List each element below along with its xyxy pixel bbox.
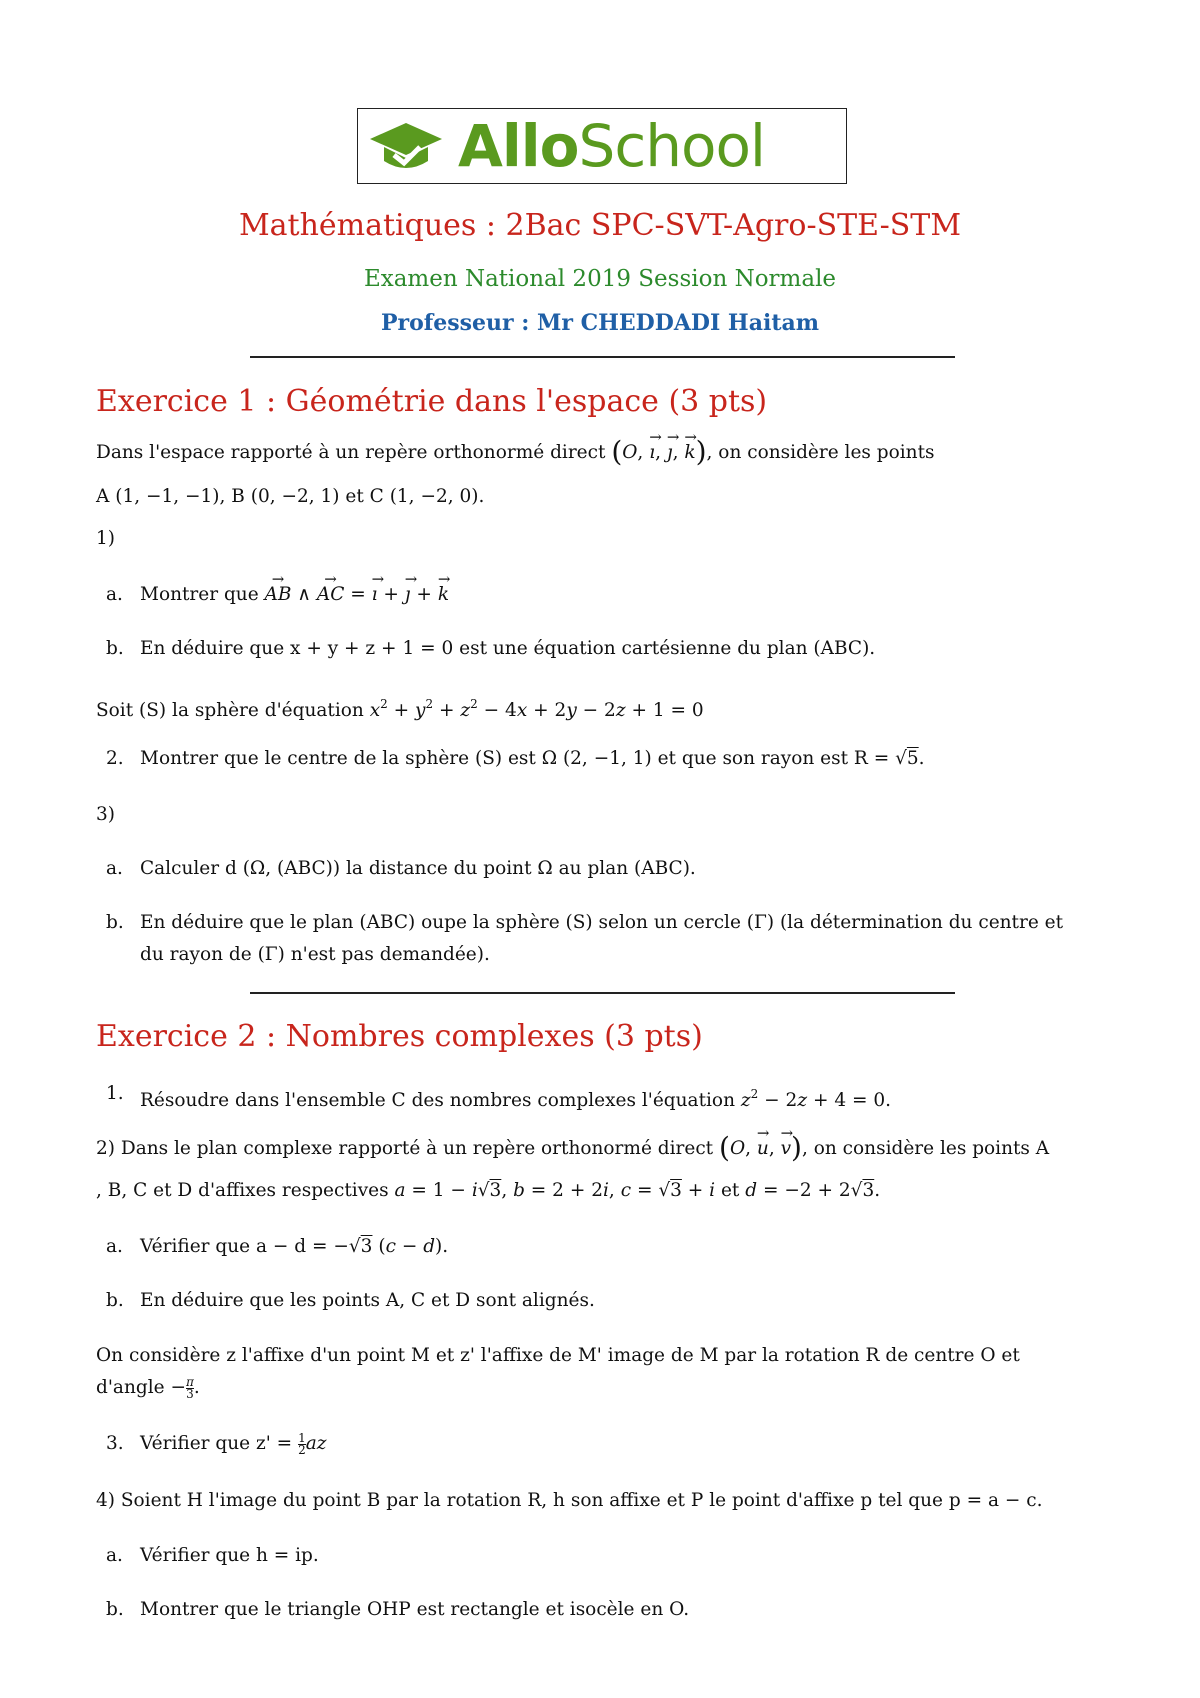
- ex2-rotation-line1: On considère z l'affixe d'un point M et z' l'affixe de M' image de M par la rotation R de centre O et: [96, 1345, 1020, 1366]
- ex1-sphere-equation: Soit (S) la sphère d'équation $x^2 + y^2 + z^2 - 4x + 2y - 2z + 1 = 0$: [96, 697, 704, 721]
- exercise-2-title: Exercice 2 : Nombres complexes (3 pts): [96, 1019, 703, 1054]
- ex1-q3b-marker: b.: [106, 912, 124, 933]
- ex2-q4a: Vérifier que h = ip.: [140, 1545, 319, 1566]
- ex2-q4b: Montrer que le triangle OHP est rectangle et isocèle en O.: [140, 1599, 690, 1620]
- ex2-q2b-marker: b.: [106, 1290, 124, 1311]
- ex2-q4a-marker: a.: [106, 1545, 123, 1566]
- ex2-q2b: En déduire que les points A, C et D sont alignés.: [140, 1290, 595, 1311]
- ex1-points: A (1, −1, −1), B (0, −2, 1) et C (1, −2, 0).: [96, 486, 485, 507]
- document-title: Mathématiques : 2Bac SPC-SVT-Agro-STE-STM: [238, 208, 962, 243]
- ex1-q3b-line2: du rayon de (Γ) n'est pas demandée).: [140, 944, 490, 965]
- ex2-q2a-marker: a.: [106, 1236, 123, 1257]
- ex1-q2-marker: 2.: [106, 748, 124, 769]
- ex1-q3a-marker: a.: [106, 858, 123, 879]
- graduation-cap-icon: [368, 117, 444, 177]
- ex2-q1: Résoudre dans l'ensemble C des nombres complexes l'équation $z^2 - 2z + 4 = 0$.: [140, 1087, 892, 1111]
- ex2-q3-marker: 3.: [106, 1433, 124, 1454]
- logo-wordmark: AlloSchool: [458, 112, 766, 180]
- ex1-q1a-marker: a.: [106, 584, 123, 605]
- divider: [250, 356, 955, 358]
- ex1-q1b: En déduire que x + y + z + 1 = 0 est une équation cartésienne du plan (ABC).: [140, 638, 876, 659]
- divider: [250, 992, 955, 994]
- ex2-q2-intro: 2) Dans le plan complexe rapporté à un repère orthonormé direct (O, → u, → v), on considère les points A: [96, 1136, 1049, 1161]
- ex1-q1b-marker: b.: [106, 638, 124, 659]
- exercise-1-title: Exercice 1 : Géométrie dans l'espace (3 pts): [96, 384, 768, 419]
- ex1-q2: Montrer que le centre de la sphère (S) est Ω (2, −1, 1) et que son rayon est R = √5.: [140, 748, 925, 769]
- alloschool-logo[interactable]: [357, 108, 847, 184]
- ex2-q2a: Vérifier que a − d = −√3 (c − d).: [140, 1236, 449, 1257]
- ex1-q3b-line1: En déduire que le plan (ABC) oupe la sphère (S) selon un cercle (Γ) (la détermination du centre et: [140, 912, 1064, 933]
- ex2-affixes: , B, C et D d'affixes respectives a = 1 − i√3, b = 2 + 2i, c = √3 + i et d = −2 + 2√3.: [96, 1180, 881, 1201]
- ex1-q3a: Calculer d (Ω, (ABC)) la distance du point Ω au plan (ABC).: [140, 858, 696, 879]
- ex2-q4-intro: 4) Soient H l'image du point B par la rotation R, h son affixe et P le point d'affixe p tel que p = a − c.: [96, 1490, 1043, 1511]
- ex1-q1-label: 1): [96, 528, 115, 549]
- ex2-q1-marker: 1.: [106, 1083, 124, 1104]
- ex2-q3: Vérifier que z' = $\frac{1}{2}$ az: [140, 1430, 327, 1457]
- ex1-q1a: Montrer que → AB ∧ → AC = → ı + → ȷ + → k: [140, 583, 449, 607]
- ex2-q4b-marker: b.: [106, 1599, 124, 1620]
- exam-session: Examen National 2019 Session Normale: [363, 266, 837, 292]
- ex1-q3-label: 3): [96, 804, 115, 825]
- ex1-intro: Dans l'espace rapporté à un repère orthonormé direct (O, → ı, → ȷ, → k), on considère les points: [96, 440, 935, 465]
- professor-name: Professeur : Mr CHEDDADI Haitam: [380, 310, 820, 336]
- ex2-rotation-line2: d'angle − $\frac{\pi}{3}$ .: [96, 1374, 200, 1401]
